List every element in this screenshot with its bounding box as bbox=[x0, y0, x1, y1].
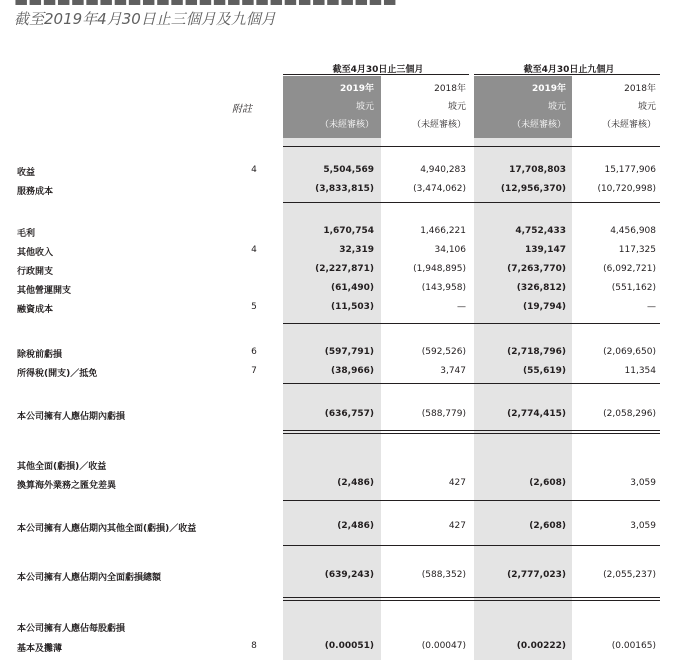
row-label: 行政開支 bbox=[17, 267, 54, 277]
row-value: (6,092,721) bbox=[603, 264, 656, 274]
row-value: (2,486) bbox=[337, 478, 374, 488]
row-label: 本公司擁有人應佔期內全面虧損總額 bbox=[17, 573, 162, 583]
rule-line bbox=[283, 323, 660, 324]
page-subtitle: 截至2019年4月30日止三個月及九個月 bbox=[14, 10, 276, 28]
row-value: 11,354 bbox=[624, 366, 656, 376]
column-header-year: 2019年 bbox=[531, 84, 566, 94]
row-value: 427 bbox=[448, 478, 466, 488]
row-value: (2,777,023) bbox=[507, 570, 566, 580]
row-value: (0.00051) bbox=[324, 641, 374, 651]
column-header-unit: 坡元 bbox=[637, 102, 656, 112]
row-value: (55,619) bbox=[523, 366, 566, 376]
column-header-status: （未經審核） bbox=[319, 120, 374, 130]
row-value: (326,812) bbox=[516, 283, 566, 293]
row-value: (2,058,296) bbox=[603, 409, 656, 419]
row-value: 4,940,283 bbox=[420, 165, 466, 175]
row-value: (2,718,796) bbox=[507, 347, 566, 357]
column-header-status: （未經審核） bbox=[411, 120, 466, 130]
cropped-title-line: ▬▬▬▬▬▬▬▬▬▬▬▬▬▬▬▬▬▬▬▬▬▬▬▬▬▬▬ bbox=[14, 0, 397, 10]
row-value: 3,059 bbox=[630, 521, 656, 531]
row-value: (61,490) bbox=[331, 283, 374, 293]
rule-line bbox=[283, 146, 660, 147]
row-value: (2,227,871) bbox=[315, 264, 374, 274]
column-header-unit: 坡元 bbox=[355, 102, 374, 112]
rule-line bbox=[283, 202, 660, 203]
row-value: (10,720,998) bbox=[597, 184, 656, 194]
row-note: 5 bbox=[251, 302, 257, 312]
double-rule-line bbox=[283, 597, 660, 601]
row-value: 1,466,221 bbox=[420, 226, 466, 236]
row-label: 本公司擁有人應佔期內虧損 bbox=[17, 412, 126, 422]
column-header-year: 2018年 bbox=[624, 84, 656, 94]
row-value: (2,608) bbox=[529, 521, 566, 531]
row-value: (588,352) bbox=[421, 570, 466, 580]
row-label: 收益 bbox=[17, 168, 36, 178]
row-value: (0.00165) bbox=[611, 641, 656, 651]
row-value: (2,774,415) bbox=[507, 409, 566, 419]
column-header-status: （未經審核） bbox=[511, 120, 566, 130]
row-value: (11,503) bbox=[331, 302, 374, 312]
rule-line bbox=[283, 383, 660, 384]
row-value: — bbox=[457, 302, 466, 312]
row-value: (636,757) bbox=[324, 409, 374, 419]
row-label: 本公司擁有人應佔每股虧損 bbox=[17, 624, 126, 634]
row-value: — bbox=[647, 302, 656, 312]
row-value: (2,055,237) bbox=[603, 570, 656, 580]
row-value: (592,526) bbox=[421, 347, 466, 357]
row-value: (3,474,062) bbox=[413, 184, 466, 194]
row-label: 其他收入 bbox=[17, 248, 54, 258]
row-value: 5,504,569 bbox=[323, 165, 374, 175]
row-value: 117,325 bbox=[618, 245, 656, 255]
row-value: 139,147 bbox=[525, 245, 566, 255]
column-header-unit: 坡元 bbox=[447, 102, 466, 112]
column-header-year: 2019年 bbox=[339, 84, 374, 94]
double-rule-line bbox=[283, 430, 660, 434]
period-header-9m: 截至4月30日止九個月 bbox=[523, 65, 615, 75]
row-value: (0.00222) bbox=[516, 641, 566, 651]
row-value: (0.00047) bbox=[421, 641, 466, 651]
rule-line bbox=[283, 545, 660, 546]
row-value: (7,263,770) bbox=[507, 264, 566, 274]
row-value: 34,106 bbox=[434, 245, 466, 255]
row-label: 本公司擁有人應佔期內其他全面(虧損)／收益 bbox=[17, 524, 197, 534]
row-value: 1,670,754 bbox=[323, 226, 374, 236]
row-value: 15,177,906 bbox=[604, 165, 656, 175]
row-value: (1,948,895) bbox=[413, 264, 466, 274]
row-note: 4 bbox=[251, 245, 257, 255]
rule-line bbox=[283, 500, 660, 501]
row-value: (2,608) bbox=[529, 478, 566, 488]
row-label: 服務成本 bbox=[17, 187, 54, 197]
row-value: 3,747 bbox=[440, 366, 466, 376]
row-value: (143,958) bbox=[421, 283, 466, 293]
row-value: (12,956,370) bbox=[500, 184, 566, 194]
row-value: 32,319 bbox=[339, 245, 374, 255]
row-note: 8 bbox=[251, 641, 257, 651]
row-value: (588,779) bbox=[421, 409, 466, 419]
period-header-3m: 截至4月30日止三個月 bbox=[332, 65, 424, 75]
row-value: (19,794) bbox=[523, 302, 566, 312]
column-header-status: （未經審核） bbox=[601, 120, 656, 130]
row-value: (551,162) bbox=[611, 283, 656, 293]
row-note: 4 bbox=[251, 165, 257, 175]
row-value: (639,243) bbox=[324, 570, 374, 580]
row-label: 其他營運開支 bbox=[17, 286, 72, 296]
row-label: 毛利 bbox=[17, 229, 36, 239]
row-value: 427 bbox=[448, 521, 466, 531]
row-value: 4,456,908 bbox=[610, 226, 656, 236]
column-header-year: 2018年 bbox=[434, 84, 466, 94]
row-value: (2,069,650) bbox=[603, 347, 656, 357]
period-underline-3m bbox=[283, 74, 469, 75]
row-value: 3,059 bbox=[630, 478, 656, 488]
period-underline-9m bbox=[474, 74, 660, 75]
row-value: (38,966) bbox=[331, 366, 374, 376]
row-note: 7 bbox=[251, 366, 257, 376]
row-label: 除稅前虧損 bbox=[17, 350, 63, 360]
row-label: 基本及攤薄 bbox=[17, 644, 63, 654]
row-label: 其他全面(虧損)／收益 bbox=[17, 462, 107, 472]
row-value: 17,708,803 bbox=[509, 165, 566, 175]
row-label: 融資成本 bbox=[17, 305, 54, 315]
row-label: 所得稅(開支)／抵免 bbox=[17, 369, 98, 379]
note-column-header: 附註 bbox=[232, 104, 252, 115]
row-label: 換算海外業務之匯兌差異 bbox=[17, 481, 117, 491]
row-value: (2,486) bbox=[337, 521, 374, 531]
row-note: 6 bbox=[251, 347, 257, 357]
row-value: 4,752,433 bbox=[515, 226, 566, 236]
row-value: (3,833,815) bbox=[315, 184, 374, 194]
row-value: (597,791) bbox=[324, 347, 374, 357]
column-header-unit: 坡元 bbox=[547, 102, 566, 112]
